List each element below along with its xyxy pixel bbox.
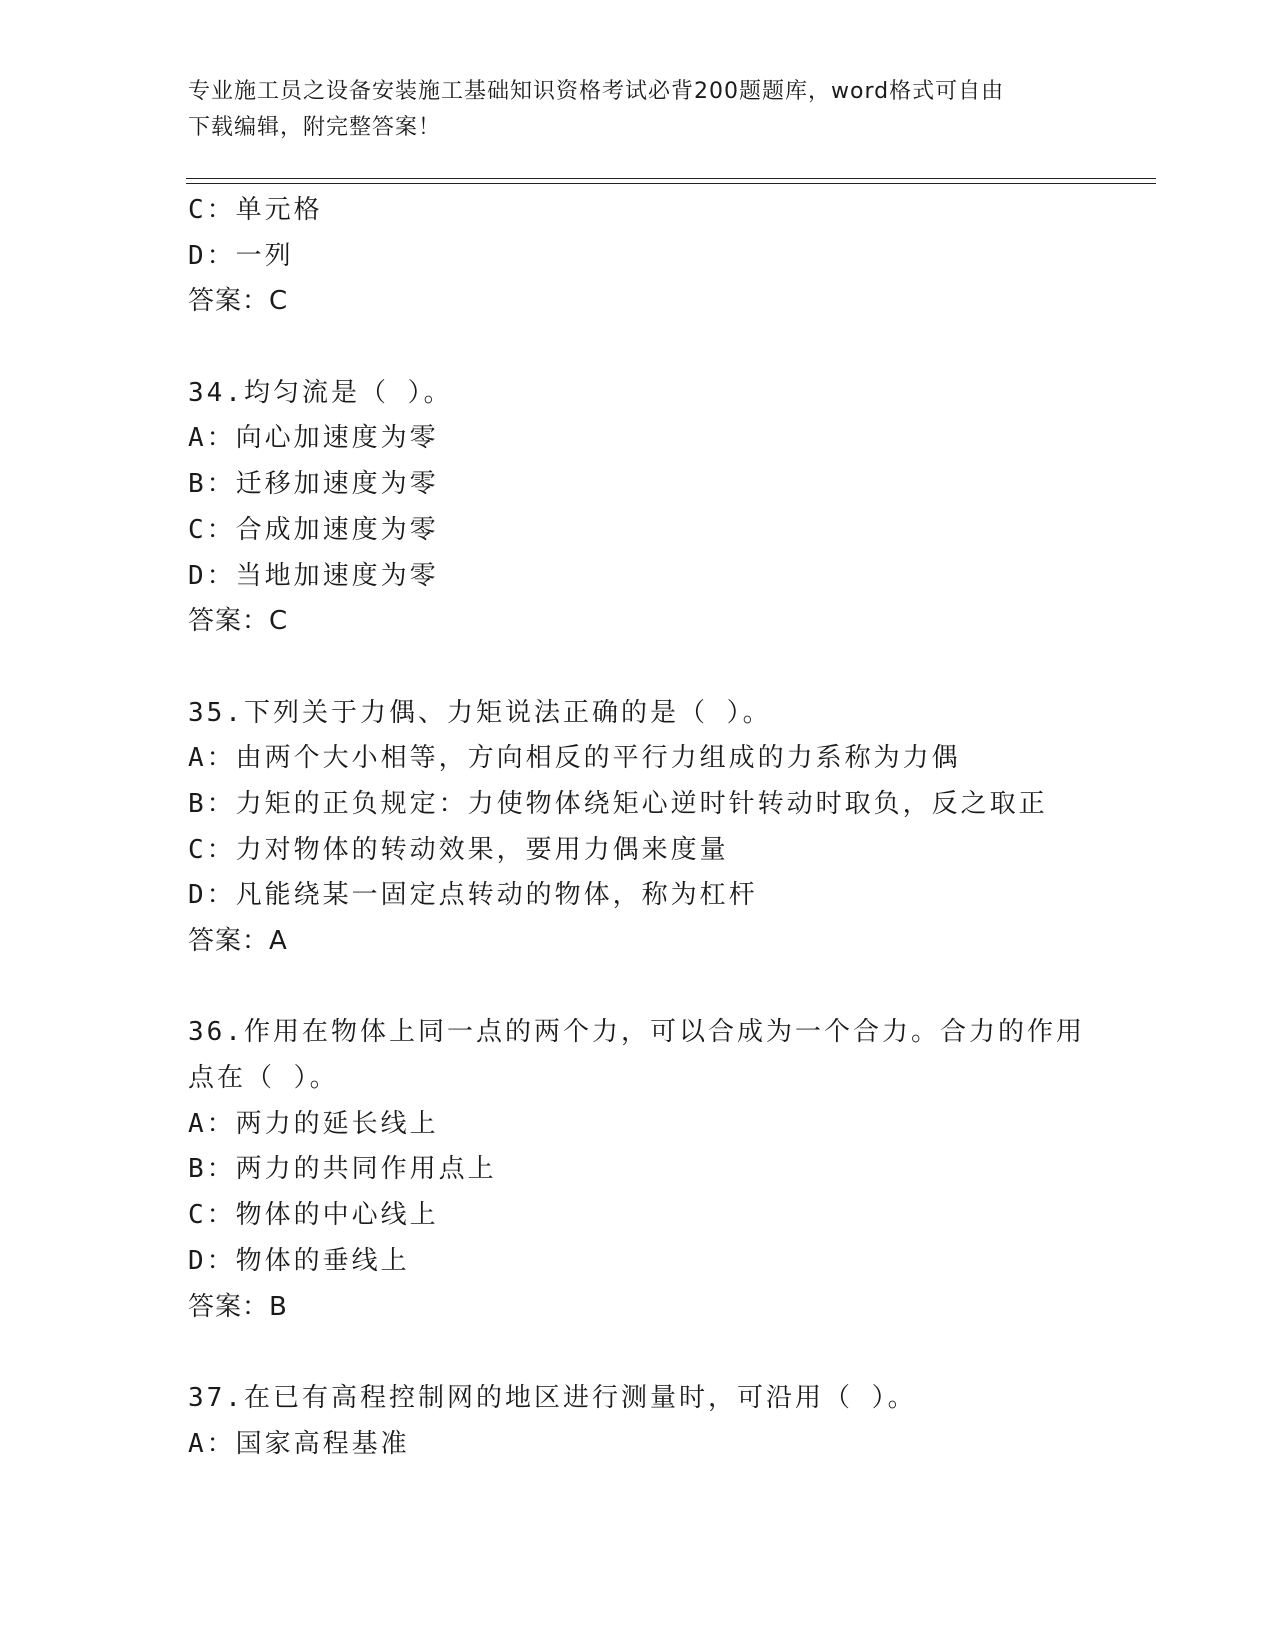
header-line-2: 下载编辑，附完整答案！ bbox=[188, 115, 442, 140]
question-stem: 35.下列关于力偶、力矩说法正确的是（ ）。 bbox=[188, 697, 772, 728]
option-a: A：由两个大小相等，方向相反的平行力组成的力系称为力偶 bbox=[188, 743, 961, 774]
answer-line: 答案：C bbox=[188, 286, 289, 317]
question-list bbox=[188, 188, 1188, 1467]
answer-line: 答案：C bbox=[188, 606, 289, 637]
option-b: B：力矩的正负规定：力使物体绕矩心逆时针转动时取负，反之取正 bbox=[188, 788, 1048, 819]
question-34 bbox=[188, 371, 1188, 645]
option-d: D：凡能绕某一固定点转动的物体，称为杠杆 bbox=[188, 880, 758, 911]
option-d: D：当地加速度为零 bbox=[188, 560, 439, 591]
answer-line: 答案：B bbox=[188, 1291, 288, 1322]
spacer bbox=[188, 645, 1188, 691]
header-divider-thin bbox=[186, 183, 1156, 184]
question-stem: 36.作用在物体上同一点的两个力，可以合成为一个合力。合力的作用 bbox=[188, 1017, 1085, 1048]
option-a: A：国家高程基准 bbox=[188, 1428, 410, 1459]
question-stem: 34.均匀流是（ ）。 bbox=[188, 377, 453, 408]
question-stem: 37.在已有高程控制网的地区进行测量时，可沿用（ ）。 bbox=[188, 1382, 917, 1413]
option-c: C：合成加速度为零 bbox=[188, 514, 439, 545]
spacer bbox=[188, 325, 1188, 371]
answer-line: 答案：A bbox=[188, 926, 288, 956]
question-stem-cont: 点在（ ）。 bbox=[188, 1063, 339, 1094]
question-35 bbox=[188, 691, 1188, 965]
option-b: B：迁移加速度为零 bbox=[188, 469, 439, 500]
carry-over-block bbox=[188, 188, 1188, 325]
question-37 bbox=[188, 1376, 1188, 1467]
spacer bbox=[188, 1330, 1188, 1376]
option-d: D：一列 bbox=[188, 240, 294, 271]
header-line-1: 专业施工员之设备安装施工基础知识资格考试必背200题题库，word格式可自由 bbox=[188, 79, 1005, 104]
option-c: C：单元格 bbox=[188, 195, 323, 225]
header-divider bbox=[186, 178, 1156, 179]
option-b: B：两力的共同作用点上 bbox=[188, 1154, 497, 1185]
option-c: C：力对物体的转动效果，要用力偶来度量 bbox=[188, 834, 729, 865]
question-36 bbox=[188, 1010, 1188, 1330]
document-header bbox=[188, 74, 1088, 146]
spacer bbox=[188, 965, 1188, 1011]
option-a: A：两力的延长线上 bbox=[188, 1108, 439, 1139]
option-c: C：物体的中心线上 bbox=[188, 1200, 439, 1231]
option-a: A：向心加速度为零 bbox=[188, 423, 439, 454]
option-d: D：物体的垂线上 bbox=[188, 1245, 410, 1276]
